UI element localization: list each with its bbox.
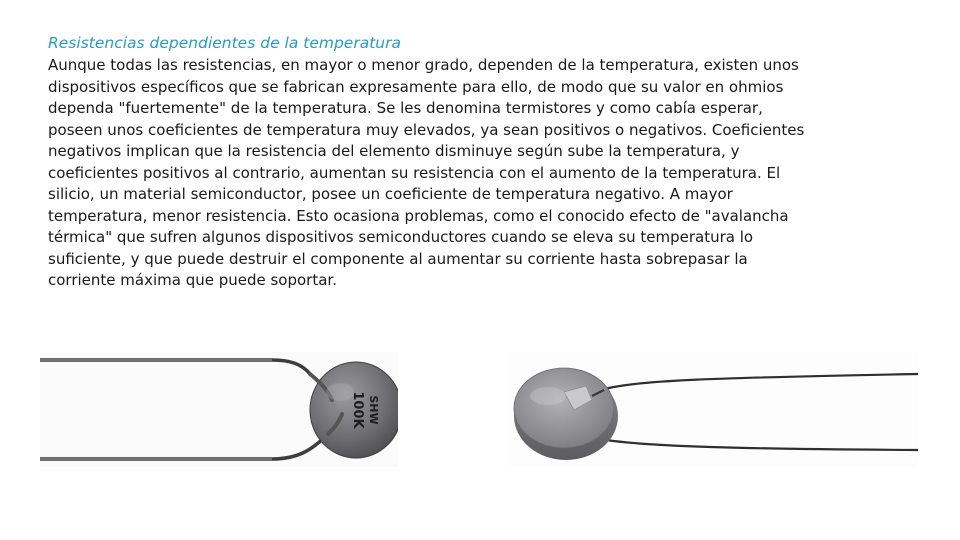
body-line: Aunque todas las resistencias, en mayor o menor grado, dependen de la temperatura, existen unos: [48, 56, 799, 74]
body-line: silicio, un material semiconductor, posee un coeficiente de temperatura negativo. A mayor: [48, 185, 733, 203]
body-line: coeficientes positivos al contrario, aumentan su resistencia con el aumento de la temperatura. El: [48, 163, 781, 182]
body-line: negativos implican que la resistencia del elemento disminuye según sube la temperatura, y: [48, 142, 740, 160]
slide-body-text: [48, 55, 918, 292]
thermistor-disc-marked-image: [40, 352, 398, 467]
body-line: dispositivos específicos que se fabrican expresamente para ello, de modo que su valor en ohmios: [48, 77, 784, 96]
body-line: térmica" que sufren algunos dispositivos semiconductores cuando se eleva su temperatura lo: [48, 228, 754, 246]
body-line: temperatura, menor resistencia. Esto ocasiona problemas, como el conocido efecto de "avalancha: [48, 206, 789, 225]
thermistor-photo-right: [508, 352, 918, 467]
slide-title: Resistencias dependientes de la temperatura: [48, 34, 401, 52]
body-line: suficiente, y que puede destruir el componente al aumentar su corriente hasta sobrepasar la: [48, 249, 748, 268]
body-line: corriente máxima que puede soportar.: [48, 271, 337, 289]
body-line: dependa "fuertemente" de la temperatura. Se les denomina termistores y como cabía esperar,: [48, 99, 763, 117]
marking-brand: SHW: [367, 395, 380, 425]
thermistor-photo-left: [40, 352, 398, 467]
marking-value: 100K: [350, 391, 365, 429]
thermistor-disc-image: [508, 352, 918, 467]
body-line: poseen unos coeficientes de temperatura muy elevados, ya sean positivos o negativos. Coeficientes: [48, 120, 805, 139]
